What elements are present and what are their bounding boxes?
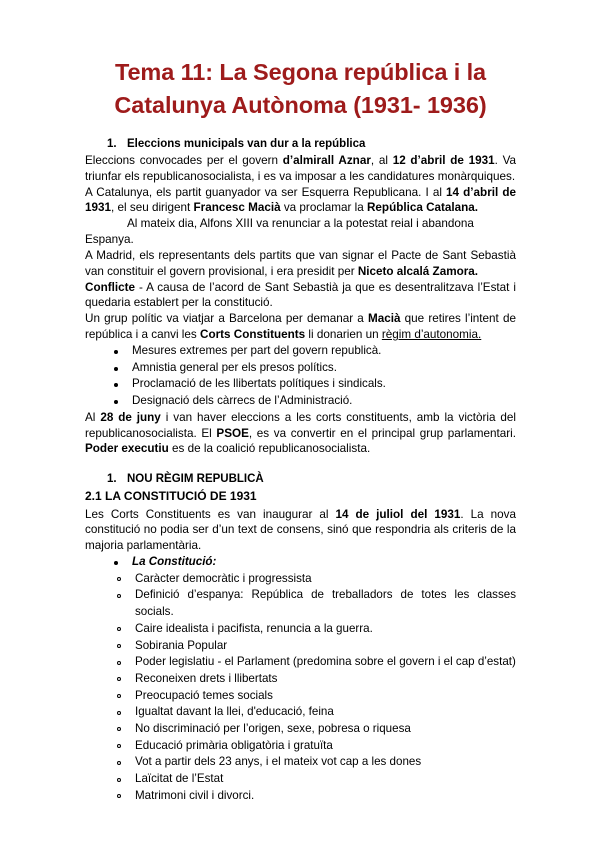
p2-text-a: A Catalunya, els partit guanyador va ser Esquerra Republicana. I al: [85, 185, 447, 199]
p2-text-e: va proclamar la: [280, 201, 367, 215]
p7-text-e: , es va convertir en el principal grup parlamentari.: [248, 426, 516, 440]
list-item: Preocupació temes socials: [115, 688, 516, 705]
page-title: [85, 56, 516, 123]
section-2-number: 1.: [107, 473, 117, 486]
section-1-heading-text: Eleccions municipals van dur a la república: [127, 137, 366, 150]
section-1-paragraph-3: Al mateix dia, Alfons XIII va renunciar a la potestat reial i abandona Espanya.: [85, 217, 474, 247]
list-item: Proclamació de les llibertats polítiques i sindicals.: [112, 376, 516, 393]
p4-text-b: Niceto alcalá Zamora.: [357, 264, 479, 278]
list-item: Sobirania Popular: [115, 638, 516, 655]
p1-text-a: Eleccions convocades per el govern: [85, 153, 283, 167]
page-title-line-2: Catalunya Autònoma (1931- 1936): [114, 92, 487, 119]
section-1-paragraph-1: [85, 153, 516, 185]
section-1-paragraph-4: [85, 248, 516, 280]
list-item: Vot a partir dels 23 anys, i el mateix vot cap a les dones: [115, 754, 516, 771]
p6-text-a: Un grup polític va viatjar a Barcelona per demanar a: [85, 312, 368, 326]
section-1-number: 1.: [107, 137, 117, 150]
p6-text-e: li donarien un: [305, 328, 382, 342]
list-item: Poder legislatiu - el Parlament (predomina sobre el govern i el cap d’estat): [115, 654, 516, 671]
p7-text-a: Al: [85, 410, 101, 424]
section-spacer: [85, 457, 516, 472]
p7-text-b: 28 de juny: [100, 410, 161, 424]
p4-text-a: A Madrid, els representants dels partits que van signar el Pacte de Sant Sebastià van constituir el govern provisional, i era presidit per: [85, 248, 516, 278]
p7-text-d: PSOE: [216, 426, 249, 440]
list-item: Caràcter democràtic i progressista: [115, 571, 516, 588]
section-1-heading: [85, 137, 516, 152]
section-2-subheading: 2.1 LA CONSTITUCIÓ DE 1931: [85, 489, 257, 504]
list-item: Mesures extremes per part del govern republicà.: [112, 343, 516, 360]
list-item: Designació dels càrrecs de l’Administració.: [112, 393, 516, 410]
s2p1-text-b: 14 de juliol del 1931: [335, 507, 461, 521]
p7-text-g: es de la coalició republicanosocialista.: [168, 442, 371, 456]
s2p1-text-a: Les Corts Constituents es van inaugurar al: [85, 507, 336, 521]
page-title-line-1: Tema 11: La Segona república i la: [114, 59, 487, 85]
list-item-label: La Constitució:: [132, 555, 217, 569]
list-item: Matrimoni civil i divorci.: [115, 788, 516, 805]
p1-text-d: 12 d’abril de 1931: [392, 153, 495, 167]
p6-text-underlined: règim d’autonomia.: [381, 328, 482, 342]
section-2-bullet-list: [85, 554, 516, 571]
s2p1-text-c: . La nova constitució no podia ser d’un text de consens, sinó que respondria als criteris de la majoria parlamentària.: [85, 507, 516, 553]
list-item: Educació primària obligatòria i gratuïta: [115, 738, 516, 755]
p2-text-d: Francesc Macià: [193, 201, 281, 215]
list-item: Caire idealista i pacifista, renuncia a la guerra.: [115, 621, 516, 638]
section-1-paragraph-2: [85, 185, 516, 217]
p5-text: - A causa de l’acord de Sant Sebastià ja que es desentralitzava l’Estat i quedaria establert per la constitució.: [85, 280, 516, 310]
p2-text-c: , el seu dirigent: [111, 201, 194, 215]
p6-text-b: Macià: [367, 312, 401, 326]
p6-text-d: Corts Constituents: [200, 328, 306, 342]
section-1-paragraph-6: [85, 311, 516, 343]
section-1-paragraph-7: [85, 410, 516, 458]
section-2-heading: [85, 472, 516, 487]
list-item: Igualtat davant la llei, d'educació, feina: [115, 704, 516, 721]
p7-text-c: i van haver eleccions a les corts constituents, amb la victòria del republicanosocialista. El: [85, 410, 516, 440]
constitution-sub-list: [85, 571, 516, 805]
p1-text-e: . Va triunfar els republicanosocialista, i es va imposar a les candidatures monàrquiques.: [85, 153, 516, 183]
p1-text-c: , al: [370, 153, 393, 167]
list-item: Reconeixen drets i llibertats: [115, 671, 516, 688]
p1-text-b: d’almirall Aznar: [282, 153, 371, 167]
p2-text-b: 14 d’abril de 1931: [85, 185, 516, 215]
section-1-bullet-list: [85, 343, 516, 410]
section-1-paragraph-5: [85, 280, 516, 312]
p5-label: Conflicte: [85, 280, 135, 294]
list-item: Laïcitat de l’Estat: [115, 771, 516, 788]
section-2-paragraph-1: [85, 507, 516, 555]
list-item: No discriminació per l’origen, sexe, pobresa o riquesa: [115, 721, 516, 738]
p7-text-f: Poder executiu: [85, 442, 169, 456]
p2-text-f: República Catalana.: [366, 201, 479, 215]
p6-text-c: que retires l’intent de república i a canvi les: [85, 312, 516, 342]
section-2-heading-text: NOU RÈGIM REPUBLICÀ: [127, 473, 264, 486]
list-item: Amnistia general per els presos polítics.: [112, 360, 516, 377]
list-item-constitucio: [112, 554, 516, 571]
list-item: Definició d’espanya: República de treballadors de totes les classes socials.: [115, 587, 516, 620]
